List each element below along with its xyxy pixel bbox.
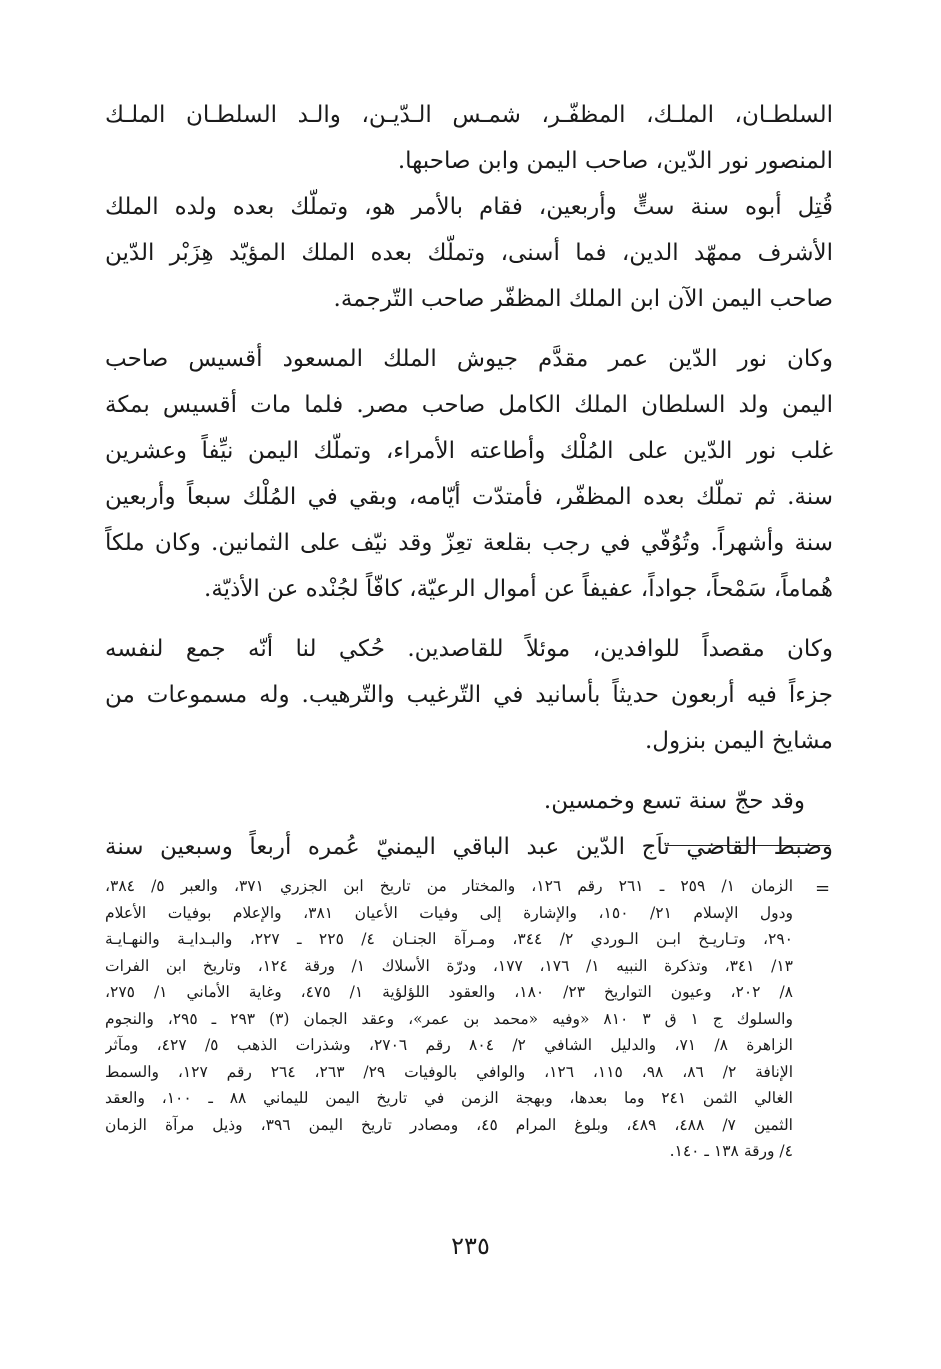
footnote-line: الثمين ٧/ ٤٨٨، ٤٨٩، وبلوغ المرام ٤٥، ومصادر تاريخ اليمن ٣٩٦، وذيل مرآة الزمان [105, 1115, 793, 1134]
footnote [105, 873, 793, 1165]
paragraph [105, 92, 833, 184]
footnote-line: الغالي الثمن ٢٤١ وما بعدها، وبهجة الزمن في تاريخ اليمن لليماني ٨٨ ـ ١٠٠، والعقد [105, 1089, 793, 1107]
text-line: الأشرف ممهّد الدين، فما أسنى، وتملّك بعده الملك المؤيّد هِزَبْر الدّين [105, 240, 833, 266]
text-line: قُتِل أبوه سنة ستٍّ وأربعين، فقام بالأمر هو، وتملّك بعده ولده الملك [105, 194, 833, 220]
footnote-continuation-marker: = [815, 878, 831, 899]
paragraph [105, 336, 833, 612]
main-text [105, 92, 833, 884]
text-line: وقد حجّ سنة تسع وخمسين. [543, 788, 805, 814]
text-line: اليمن ولد السلطان الملك الكامل صاحب مصر. فلما مات أقسيس بمكة [105, 392, 833, 418]
text-line: هُماماً، سَمْحاً، جواداً، عفيفاً عن أموال الرعيّة، كافّاً لجُنْده عن الأذيّة. [204, 576, 833, 602]
text-line: صاحب اليمن الآن ابن الملك المظفّر صاحب التّرجمة. [333, 286, 833, 312]
text-line: غلب نور الدّين على المُلْك وأطاعته الأمراء، وتملّك اليمن نيِّفاً وعشرين [105, 438, 833, 464]
text-line: جزءاً فيه أربعون حديثاً بأسانيد في التّرغيب والتّرهيب. وله مسموعات من [105, 682, 833, 708]
footnote-line: ٨/ ٢٠٢، وعيون التواريخ ٢٣/ ١٨٠، والعقود اللؤلؤية ١/ ٤٧٥، وغاية الأماني ١/ ٢٧٥، [105, 983, 793, 1001]
footnote-line: الزمان ١/ ٢٥٩ ـ ٢٦١ رقم ١٢٦، والمختار من تاريخ ابن الجزري ٣٧١، والعبر ٥/ ٣٨٤، [105, 877, 793, 895]
footnote-separator [665, 845, 830, 846]
text-line: المنصور نور الدّين، صاحب اليمن وابن صاحبها. [397, 148, 833, 174]
text-line: سنة. ثم تملّك بعده المظفّر، فأمتدّت أيّامه، وبقي في المُلْك سبعاً وأربعين [105, 484, 833, 510]
footnote-line: ٤/ ورقة ١٣٨ ـ ١٤٠. [669, 1142, 793, 1160]
footnote-line: الإنافة ٢/ ٨٦، ٩٨، ١١٥، ١٢٦، والوافي بالوفيات ٢٩/ ٢٦٣، ٢٦٤ رقم ١٢٧، والسمط [105, 1062, 793, 1081]
paragraph [105, 626, 833, 764]
footnote-line: الزاهرة ٨/ ٧١، والدليل الشافي ٢/ ٨٠٤ رقم ٢٧٠٦، وشذرات الذهب ٥/ ٤٢٧، ومآثر [105, 1036, 793, 1054]
text-line: السلطـان، الملـك، المظفّـر، شمـس الـدّيـن، والـد السلطـان الملـك [105, 102, 833, 128]
text-line: مشايخ اليمن بنزول. [644, 728, 833, 754]
footnote-line: ٢٩٠، وتـاريـخ ابـن الـوردي ٢/ ٣٤٤، ومـرآة الجنـان ٤/ ٢٢٥ ـ ٢٢٧، والبـدايـة والنهـايـة [105, 930, 793, 948]
footnote-line: ١٣/ ٣٤١، وتذكرة النبيه ١/ ١٧٦، ١٧٧، ودرّة الأسلاك ١/ ورقة ١٢٤، وتاريخ ابن الفرات [105, 956, 793, 975]
text-line: وكان مقصداً للوافدين، موئلاً للقاصدين. حُكي لنا أنّه جمع لنفسه [105, 636, 833, 662]
footnote-line: والسلوك ج ١ ق ٣ ٨١٠ «وفيه «محمد بن عمر»، وعقد الجمان (٣) ٢٩٣ ـ ٢٩٥، والنجوم [105, 1009, 793, 1028]
paragraph [105, 184, 833, 322]
text-line: وكان نور الدّين عمر مقدَّم جيوش الملك المسعود أقسيس صاحب [105, 346, 833, 372]
page-number: ٢٣٥ [451, 1232, 490, 1260]
paragraph [105, 778, 833, 870]
text-line: سنة وأشهراً. وتُوُفّي في رجب بقلعة تعِزّ وقد نيّف على الثمانين. وكان ملكاً [105, 530, 833, 556]
text-line: وضبط القاضي تاَج الدّين عبد الباقي اليمنيّ عُمره أربعاً وسبعين سنة [105, 834, 833, 860]
footnote-line: ودول الإسلام ٢١/ ١٥٠، والإشارة إلى وفيات الأعيان ٣٨١، والإعلام بوفيات الأعلام [105, 903, 793, 922]
